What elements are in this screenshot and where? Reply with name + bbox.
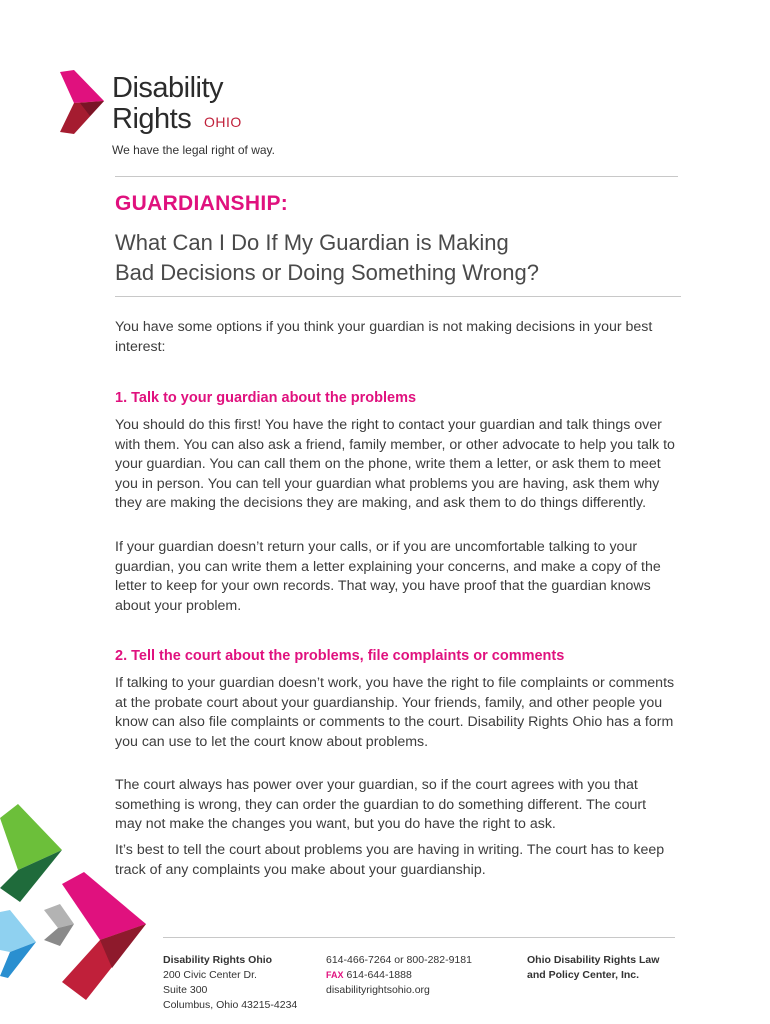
section-2-heading: 2. Tell the court about the problems, file complaints or comments <box>115 648 565 664</box>
footer-website-link[interactable]: disabilityrightsohio.org <box>326 984 430 996</box>
footer-address <box>163 953 297 1013</box>
section-2-paragraph-3: It’s best to tell the court about problems you are having in writing. The court has to keep track of any complaints you make about your guardianship. <box>115 842 665 878</box>
logo-text-rights: Rights <box>112 103 192 135</box>
footer-org-name: Disability Rights Ohio <box>163 954 273 966</box>
intro-paragraph: You have some options if you think your guardian is not making decisions in your best interest: <box>115 319 653 355</box>
decorative-chevrons-icon <box>0 800 150 1024</box>
footer-phone: 614-466-7264 or 800-282-9181 <box>326 954 472 966</box>
section-1-paragraph-2: If your guardian doesn’t return your calls, or if you are uncomfortable talking to your guardian, you can write them a letter explaining your concerns, and make a copy of the letter to keep for your own records. That way, you have proof that the guardian knows about your problem. <box>115 539 661 614</box>
footer-fax: FAX 614-644-1888 <box>326 969 412 981</box>
page-subtitle <box>115 228 675 288</box>
footer-divider <box>163 937 675 938</box>
footer-center-line-2: and Policy Center, Inc. <box>527 969 640 981</box>
tagline: We have the legal right of way. <box>112 143 275 157</box>
logo-text-disability: Disability <box>112 72 224 104</box>
section-2-paragraph-1: If talking to your guardian doesn’t work, you have the right to file complaints or comments at the probate court about your guardianship. Your friends, family, and other people you know can also file complaints or comments to the court. Disability Rights Ohio has a form you can use to let the court know about problems. <box>115 675 675 750</box>
subtitle-line-2: Bad Decisions or Doing Something Wrong? <box>115 260 539 285</box>
divider <box>115 176 678 177</box>
page-title: GUARDIANSHIP: <box>115 192 289 215</box>
footer-center-name <box>527 953 659 983</box>
fax-label: FAX <box>326 970 344 980</box>
subtitle-line-1: What Can I Do If My Guardian is Making <box>115 230 509 255</box>
section-1-paragraph-1: You should do this first! You have the right to contact your guardian and talk things over with them. You can also ask a friend, family member, or other advocate to help you talk to your guardian. You can call them on the phone, write them a letter, or ask them to meet you in person. You can tell your guardian what problems you are having, ask them why they are making the decisions they are making, and ask them to do things differently. <box>115 417 675 511</box>
footer-contact <box>326 953 472 998</box>
footer-address-line: Suite 300 <box>163 984 208 996</box>
footer-address-line: 200 Civic Center Dr. <box>163 969 257 981</box>
footer-center-line-1: Ohio Disability Rights Law <box>527 954 660 966</box>
logo-text-ohio: OHIO <box>204 114 242 130</box>
section-1-heading: 1. Talk to your guardian about the problems <box>115 390 417 406</box>
divider <box>115 296 681 297</box>
footer-address-line: Columbus, Ohio 43215-4234 <box>163 999 298 1011</box>
logo-chevron-icon <box>60 70 108 136</box>
section-2-paragraph-2: The court always has power over your guardian, so if the court agrees with you that something is wrong, they can order the guardian to do something different. The court may not make the changes you want, but you do have the right to ask. <box>115 777 647 832</box>
